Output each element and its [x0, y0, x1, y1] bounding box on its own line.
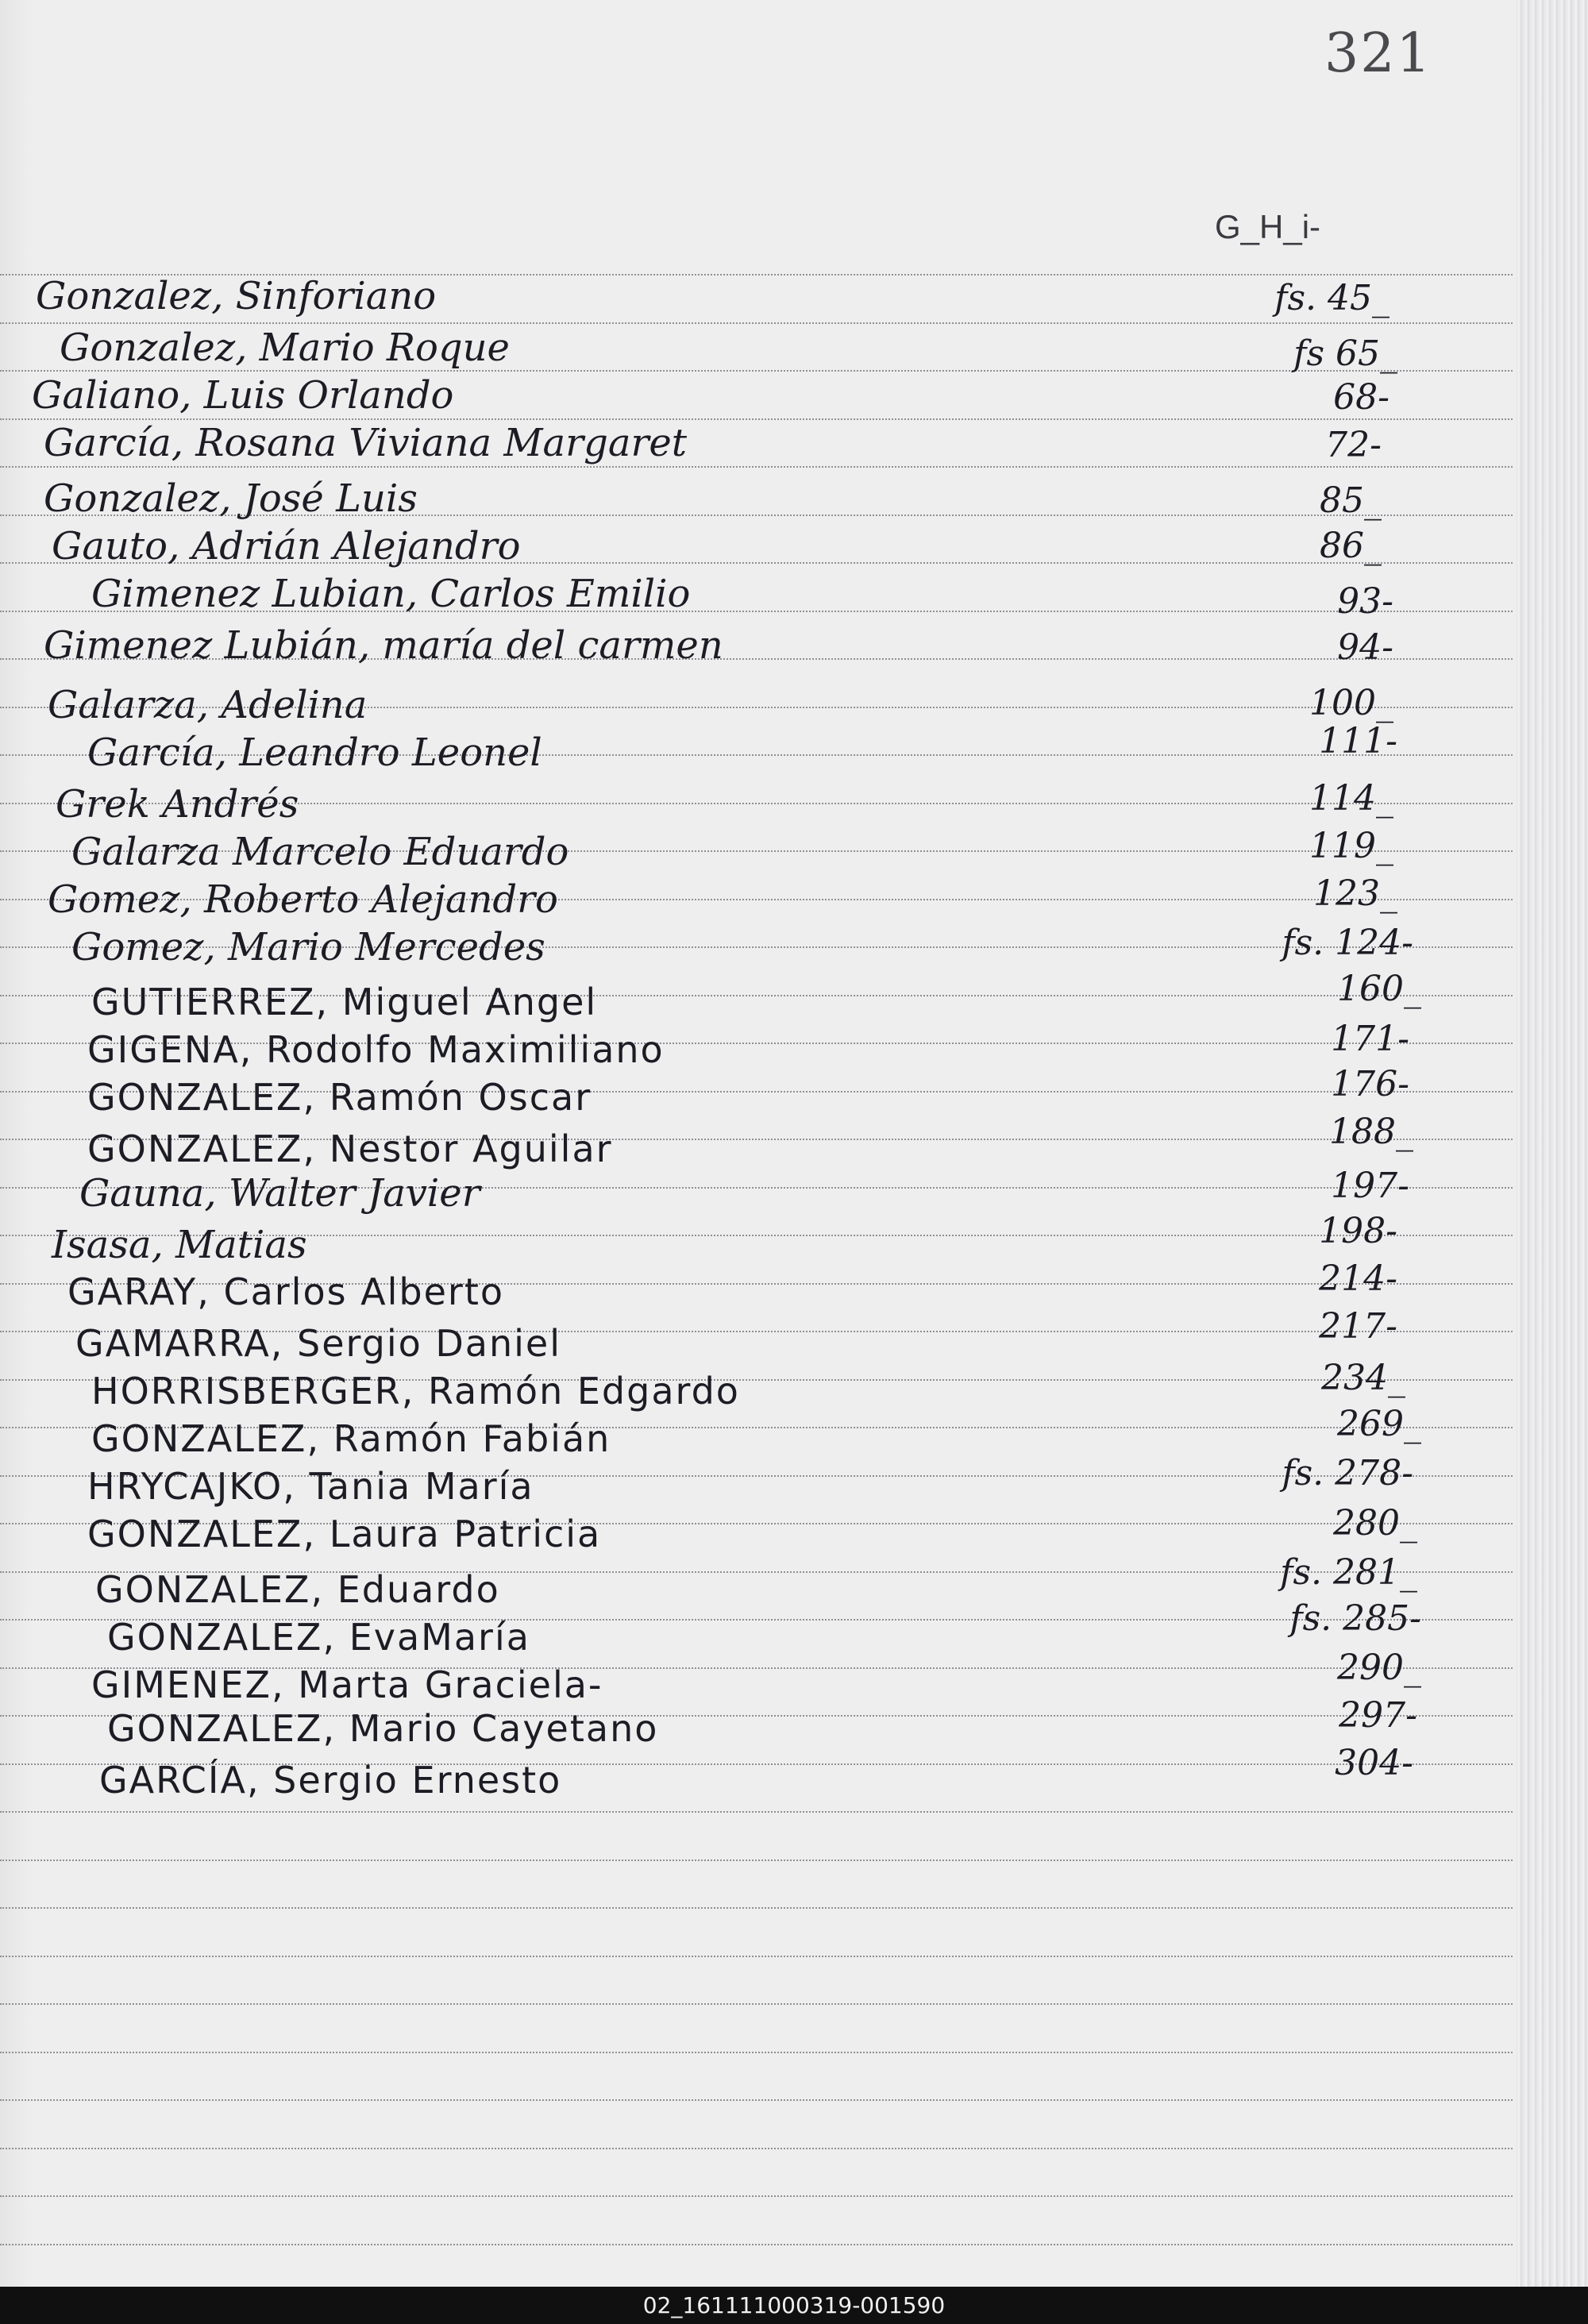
- entry-name: García, Leandro Leonel: [87, 730, 542, 775]
- entry-name: GAMARRA, Sergio Daniel: [75, 1322, 562, 1365]
- entry-name: GONZALEZ, EvaMaría: [107, 1616, 530, 1659]
- ruled-line: [0, 1907, 1513, 1909]
- entry-name: Gonzalez, Mario Roque: [60, 326, 510, 370]
- entry-name: GUTIERREZ, Miguel Angel: [91, 981, 598, 1023]
- entry-folio: 214-: [1319, 1258, 1397, 1299]
- entry-name: GARAY, Carlos Alberto: [67, 1270, 505, 1313]
- entry-name: HORRISBERGER, Ramón Edgardo: [91, 1370, 740, 1413]
- index-letters-heading: G_H_i-: [1215, 208, 1321, 245]
- entry-name: Grek Andrés: [56, 782, 299, 827]
- entry-name: Gonzalez, José Luis: [44, 476, 418, 521]
- entry-name: GONZALEZ, Ramón Oscar: [87, 1076, 592, 1119]
- entry-folio: 114_: [1309, 778, 1393, 819]
- entry-name: GIGENA, Rodolfo Maximiliano: [87, 1028, 665, 1071]
- entry-name: HRYCAJKO, Tania María: [87, 1465, 534, 1508]
- ruled-line: [0, 2099, 1513, 2101]
- entry-name: Galarza Marcelo Eduardo: [71, 830, 569, 874]
- entry-name: GIMENEZ, Marta Graciela-: [91, 1663, 603, 1706]
- ruled-line: [0, 1860, 1513, 1861]
- entry-folio: 297-: [1339, 1695, 1417, 1736]
- ruled-line: [0, 2052, 1513, 2053]
- entry-folio: 290_: [1337, 1648, 1421, 1688]
- entry-folio: 269_: [1337, 1404, 1421, 1444]
- entry-folio: 119_: [1309, 826, 1393, 866]
- entry-name: Gomez, Roberto Alejandro: [48, 877, 558, 922]
- entry-name: Gauna, Walter Javier: [79, 1171, 480, 1216]
- entry-name: Gimenez Lubián, maría del carmen: [44, 623, 723, 668]
- entry-folio: fs. 278-: [1282, 1453, 1413, 1493]
- entry-name: GONZALEZ, Laura Patricia: [87, 1513, 602, 1555]
- entry-name: GONZALEZ, Ramón Fabián: [91, 1417, 611, 1460]
- entry-folio: 234_: [1321, 1358, 1405, 1398]
- entry-folio: 94-: [1337, 627, 1393, 668]
- entry-folio: 160_: [1337, 969, 1421, 1009]
- page-number: 321: [1324, 22, 1432, 85]
- entry-folio: fs 65_: [1293, 333, 1397, 374]
- entry-name: GONZALEZ, Mario Cayetano: [107, 1707, 659, 1750]
- entry-folio: 171-: [1331, 1019, 1409, 1059]
- entry-folio: 176-: [1331, 1064, 1409, 1104]
- ruled-line: [0, 418, 1513, 420]
- entry-folio: fs. 285-: [1289, 1598, 1421, 1639]
- ruled-line: [0, 2244, 1513, 2245]
- entry-name: GONZALEZ, Eduardo: [95, 1568, 500, 1611]
- entry-folio: 93-: [1337, 581, 1393, 622]
- ruled-line: [0, 2003, 1513, 2005]
- scan-file-label: 02_161111000319-001590: [0, 2287, 1588, 2324]
- ruled-line: [0, 466, 1513, 468]
- entry-folio: fs. 124-: [1282, 923, 1413, 963]
- entry-folio: 123_: [1313, 873, 1397, 914]
- entry-name: Gimenez Lubian, Carlos Emilio: [91, 572, 691, 616]
- ruled-line: [0, 1811, 1513, 1813]
- entry-name: García, Rosana Viviana Margaret: [44, 421, 688, 465]
- entry-name: GARCÍA, Sergio Ernesto: [99, 1759, 562, 1802]
- entry-folio: 304-: [1335, 1743, 1413, 1783]
- entry-name: Galiano, Luis Orlando: [32, 373, 454, 418]
- entry-folio: 100_: [1309, 683, 1393, 723]
- ruled-line: [0, 2195, 1513, 2197]
- page-stack-edge: [1517, 0, 1588, 2287]
- entry-name: Gomez, Mario Mercedes: [71, 925, 545, 969]
- entry-folio: 198-: [1319, 1211, 1397, 1251]
- entry-folio: 188_: [1329, 1112, 1413, 1152]
- entry-folio: 197-: [1331, 1166, 1409, 1206]
- entry-folio: 217-: [1319, 1306, 1397, 1347]
- entry-folio: 111-: [1319, 721, 1397, 761]
- entry-folio: 280_: [1333, 1503, 1417, 1544]
- entry-folio: 86_: [1320, 526, 1382, 566]
- entry-folio: 68-: [1333, 377, 1390, 418]
- ruled-line: [0, 1956, 1513, 1957]
- entry-folio: 85_: [1320, 480, 1382, 521]
- entry-name: Gonzalez, Sinforiano: [36, 274, 437, 318]
- ruled-line: [0, 322, 1513, 324]
- entry-folio: fs. 45_: [1274, 278, 1390, 318]
- entry-name: Galarza, Adelina: [48, 683, 368, 727]
- entry-folio: 72-: [1325, 425, 1382, 465]
- entry-folio: fs. 281_: [1280, 1552, 1417, 1593]
- ruled-line: [0, 2148, 1513, 2149]
- entry-name: GONZALEZ, Nestor Aguilar: [87, 1127, 613, 1170]
- entry-name: Gauto, Adrián Alejandro: [52, 524, 521, 568]
- entry-name: Isasa, Matias: [52, 1223, 307, 1267]
